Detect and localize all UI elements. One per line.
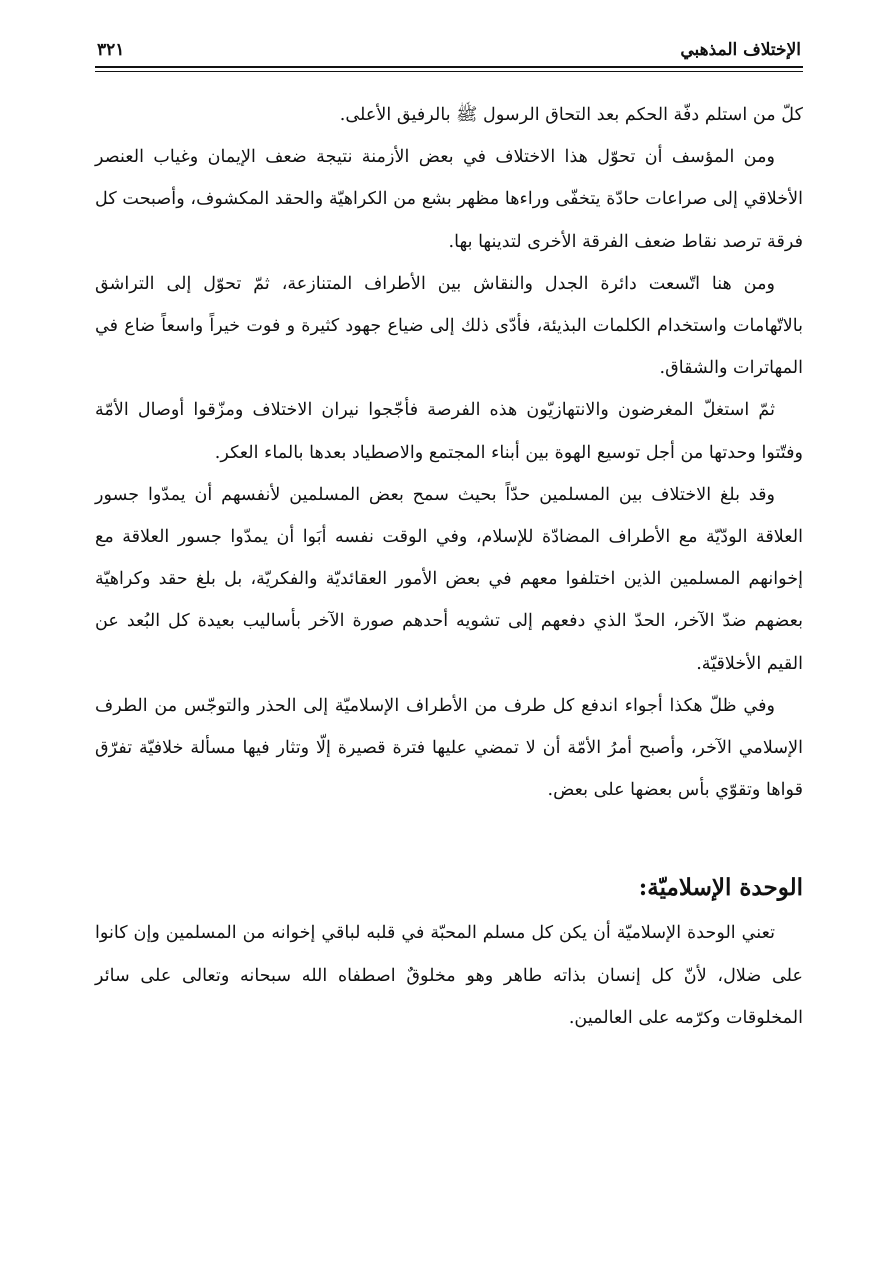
paragraph: ومن هنا اتّسعت دائرة الجدل والنقاش بين الأطراف المتنازعة، ثمّ تحوّل إلى التراشق بالاتّهامات واستخدام الكلمات البذيئة، فأدّى ذلك إلى ضياع جهود كثيرة و فوت خيراً واسعاً ضاع في المهاترات والشقاق. <box>95 273 803 379</box>
running-title: الإختلاف المذهبي <box>680 40 801 60</box>
paragraph: وفي ظلّ هكذا أجواء اندفع كل طرف من الأطراف الإسلاميّة إلى الحذر والتوجّس من الطرف الإسلامي الآخر، وأصبح أمرُ الأمّة أن لا تمضي عليها فترة قصيرة إلّا وتثار فيها مسألة خلافيّة تفرّق قواها وتقوّي بأس بعضها على بعض. <box>95 695 803 801</box>
page-number: ٣٢١ <box>97 40 125 60</box>
paragraph: وقد بلغ الاختلاف بين المسلمين حدّاً بحيث سمح بعض المسلمين لأنفسهم أن يمدّوا جسور العلاقة الودّيّة مع الأطراف المضادّة للإسلام، وفي الوقت نفسه أبَوا أن يمدّوا جسور العلاقة مع إخوانهم المسلمين الذين اختلفوا معهم في بعض الأمور العقائديّة والفكريّة، بل بلغ حقد وكراهيّة بعضهم ضدّ الآخر، الحدّ الذي دفعهم إلى تشويه أحدهم صورة الآخر بأساليب بعيدة كل البُعد عن القيم الأخلاقيّة. <box>95 484 803 674</box>
paragraph: كلّ من استلم دفّة الحكم بعد التحاق الرسول ﷺ بالرفيق الأعلى. <box>339 105 803 125</box>
section-text <box>95 912 803 1039</box>
paragraph: تعني الوحدة الإسلاميّة أن يكن كل مسلم المحبّة في قلبه لباقي إخوانه من المسلمين وإن كانوا على ضلال، لأنّ كل إنسان بذاته طاهر وهو مخلوقٌ اصطفاه الله سبحانه وتعالى على سائر المخلوقات وكرّمه على العالمين. <box>95 923 803 1028</box>
section-heading: الوحدة الإسلاميّة: <box>638 874 803 902</box>
paragraph: ثمّ استغلّ المغرضون والانتهازيّون هذه الفرصة فأجّجوا نيران الاختلاف ومزّقوا أوصال الأمّة وفتّتوا وحدتها من أجل توسيع الهوة بين أبناء المجتمع والاصطياد بعدها بالماء العكر. <box>95 400 803 463</box>
book-page <box>95 30 803 1039</box>
paragraph: ومن المؤسف أن تحوّل هذا الاختلاف في بعض الأزمنة نتيجة ضعف الإيمان وغياب العنصر الأخلاقي إلى صراعات حادّة يتخفّى وراءها مظهر بشع من الكراهيّة والحقد المكشوف، وأصبحت كل فرقة ترصد نقاط ضعف الفرقة الأخرى لتدينها بها. <box>95 147 803 252</box>
page-header <box>95 30 803 60</box>
header-rule <box>95 66 803 72</box>
main-text <box>95 94 803 811</box>
